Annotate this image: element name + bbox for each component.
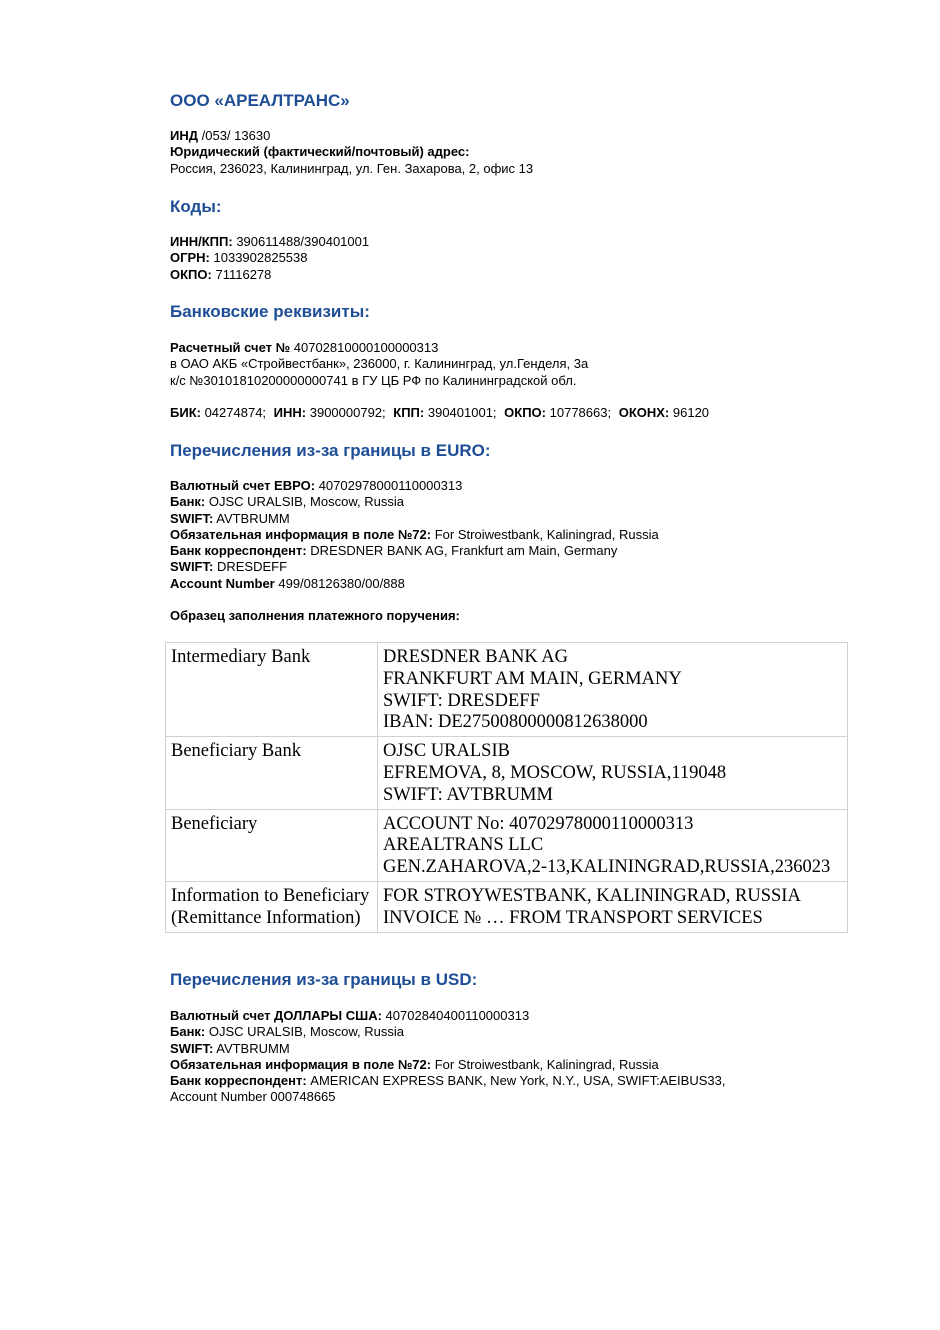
euro-corr-swift-line	[170, 559, 890, 575]
inn-label: ИНН:	[273, 405, 307, 420]
euro-swift-label: SWIFT:	[170, 510, 214, 526]
usd-swift-line	[170, 1041, 890, 1057]
cell-label-line: Beneficiary Bank	[171, 741, 301, 762]
okpo-value: 71116278	[215, 266, 272, 282]
usd-details	[170, 1008, 890, 1106]
okpo-label: ОКПО:	[170, 266, 212, 282]
usd-account-label: Валютный счет ДОЛЛАРЫ США:	[170, 1008, 382, 1023]
address-label: Юридический (фактический/почтовый) адрес:	[170, 144, 470, 160]
table-cell-value	[378, 809, 848, 881]
table-row	[166, 643, 848, 737]
euro-bank-value: OJSC URALSIB, Moscow, Russia	[208, 494, 404, 510]
table-row	[166, 809, 848, 881]
cell-label-line: (Remittance Information)	[171, 907, 361, 928]
euro-account-value: 40702978000110000313	[318, 478, 463, 493]
usd-corr-label: Банк корреспондент:	[170, 1073, 307, 1089]
bank-details	[170, 340, 890, 389]
table-cell-value	[378, 643, 848, 737]
inn-kpp-line	[170, 234, 890, 250]
corr-account-line: к/с №30101810200000000741 в ГУ ЦБ РФ по Калининградской обл.	[170, 372, 577, 388]
bik-label: БИК:	[170, 405, 201, 420]
usd-swift-value: AVTBRUMM	[216, 1040, 290, 1056]
euro-corr-swift-value: DRESDEFF	[216, 559, 288, 575]
usd-account-value: 40702840400110000313	[385, 1008, 530, 1023]
sample-title-line	[170, 608, 890, 624]
usd-field72-value: For Stroiwestbank, Kaliningrad, Russia	[434, 1056, 659, 1072]
codes-details	[170, 234, 890, 283]
euro-acc-num-value: 499/08126380/00/888	[278, 575, 405, 591]
euro-field72-label: Обязательная информация в поле №72:	[170, 526, 432, 542]
cell-value-line: INVOICE № … FROM TRANSPORT SERVICES	[383, 907, 763, 928]
cell-value-line: SWIFT: DRESDEFF	[383, 690, 540, 711]
euro-corr-value: DRESDNER BANK AG, Frankfurt am Main, Germany	[310, 543, 618, 559]
cell-label-line: Intermediary Bank	[171, 647, 311, 667]
usd-swift-label: SWIFT:	[170, 1040, 214, 1056]
usd-field72-label: Обязательная информация в поле №72:	[170, 1056, 432, 1072]
cell-value-line: ACCOUNT No: 40702978000110000313	[383, 813, 694, 834]
cell-value-line: SWIFT: AVTBRUMM	[383, 784, 553, 805]
okpo-line	[170, 267, 890, 283]
company-title: ООО «АРЕАЛТРАНС»	[170, 91, 350, 110]
inn-kpp-value: 390611488/390401001	[236, 234, 370, 249]
cell-value-line: IBAN: DE27500800000812638000	[383, 712, 648, 733]
table-cell-label	[166, 881, 378, 932]
okpo-label: ОКПО:	[504, 405, 547, 420]
euro-corr-label: Банк корреспондент:	[170, 543, 307, 559]
euro-account-label: Валютный счет ЕВРО:	[170, 478, 316, 493]
euro-bank-line	[170, 494, 890, 510]
usd-field72-line	[170, 1057, 890, 1073]
euro-acc-num-label: Account Number	[170, 575, 275, 591]
table-row	[166, 737, 848, 809]
ogrn-label: ОГРН:	[170, 250, 210, 266]
ogrn-line	[170, 250, 890, 266]
address-label-line	[170, 144, 890, 160]
okonh-value: 96120	[672, 405, 710, 420]
bank-codes-line	[170, 405, 890, 421]
kpp-label: КПП:	[393, 405, 425, 420]
sample-title: Образец заполнения платежного поручения:	[170, 608, 460, 623]
ind-line	[170, 128, 890, 144]
table-cell-label	[166, 737, 378, 809]
bik-value: 04274874;	[204, 405, 267, 420]
cell-label-line: Information to Beneficiary	[171, 885, 370, 906]
euro-account-line	[170, 478, 890, 494]
cell-value-line: AREALTRANS LLC	[383, 835, 544, 856]
inn-kpp-label: ИНН/КПП:	[170, 234, 233, 249]
account-value: 40702810000100000313	[293, 340, 439, 355]
euro-swift-line	[170, 511, 890, 527]
table-cell-label	[166, 643, 378, 737]
table-row	[166, 881, 848, 932]
euro-bank-label: Банк:	[170, 494, 206, 510]
cell-value-line: EFREMOVA, 8, MOSCOW, RUSSIA,119048	[383, 762, 727, 783]
usd-corr-line	[170, 1073, 890, 1089]
cell-value-line: GEN.ZAHAROVA,2-13,KALININGRAD,RUSSIA,236023	[383, 857, 831, 878]
usd-bank-value: OJSC URALSIB, Moscow, Russia	[208, 1024, 404, 1040]
euro-corr-swift-label: SWIFT:	[170, 559, 214, 575]
table-cell-label	[166, 809, 378, 881]
euro-field72-line	[170, 527, 890, 543]
usd-heading: Перечисления из-за границы в USD:	[170, 970, 478, 989]
table-cell-value	[378, 881, 848, 932]
bank-name-line: в ОАО АКБ «Стройвестбанк», 236000, г. Калининград, ул.Генделя, 3а	[170, 356, 589, 372]
usd-bank-label: Банк:	[170, 1024, 206, 1040]
okpo-value: 10778663;	[549, 405, 612, 420]
kpp-value: 390401001;	[427, 405, 497, 420]
cell-value-line: DRESDNER BANK AG	[383, 647, 569, 667]
okonh-label: ОКОНХ:	[618, 405, 670, 420]
cell-value-line: FOR STROYWESTBANK, KALININGRAD, RUSSIA	[383, 885, 801, 906]
payment-order-table	[165, 642, 848, 933]
euro-heading: Перечисления из-за границы в EURO:	[170, 441, 491, 460]
usd-account-line	[170, 1008, 890, 1024]
ind-label: ИНД	[170, 128, 198, 143]
ind-value: /053/ 13630	[201, 128, 271, 143]
bank-heading: Банковские реквизиты:	[170, 302, 370, 321]
usd-bank-line	[170, 1024, 890, 1040]
table-cell-value	[378, 737, 848, 809]
usd-acc-line: Account Number 000748665	[170, 1089, 336, 1105]
ogrn-value: 1033902825538	[213, 250, 308, 266]
cell-value-line: FRANKFURT AM MAIN, GERMANY	[383, 668, 682, 689]
euro-corr-line	[170, 543, 890, 559]
account-line	[170, 340, 890, 356]
euro-acc-num-line	[170, 576, 890, 592]
cell-value-line: OJSC URALSIB	[383, 741, 510, 762]
usd-corr-value: AMERICAN EXPRESS BANK, New York, N.Y., USA, SWIFT:AEIBUS33,	[310, 1073, 726, 1089]
account-label: Расчетный счет №	[170, 340, 291, 355]
euro-field72-value: For Stroiwestbank, Kaliningrad, Russia	[434, 526, 659, 542]
inn-value: 3900000792;	[309, 405, 386, 420]
cell-label-line: Beneficiary	[171, 813, 258, 834]
company-details	[170, 128, 890, 177]
address-value: Россия, 236023, Калининград, ул. Ген. Захарова, 2, офис 13	[170, 160, 534, 176]
euro-swift-value: AVTBRUMM	[216, 510, 290, 526]
euro-details	[170, 478, 890, 592]
codes-heading: Коды:	[170, 197, 222, 216]
